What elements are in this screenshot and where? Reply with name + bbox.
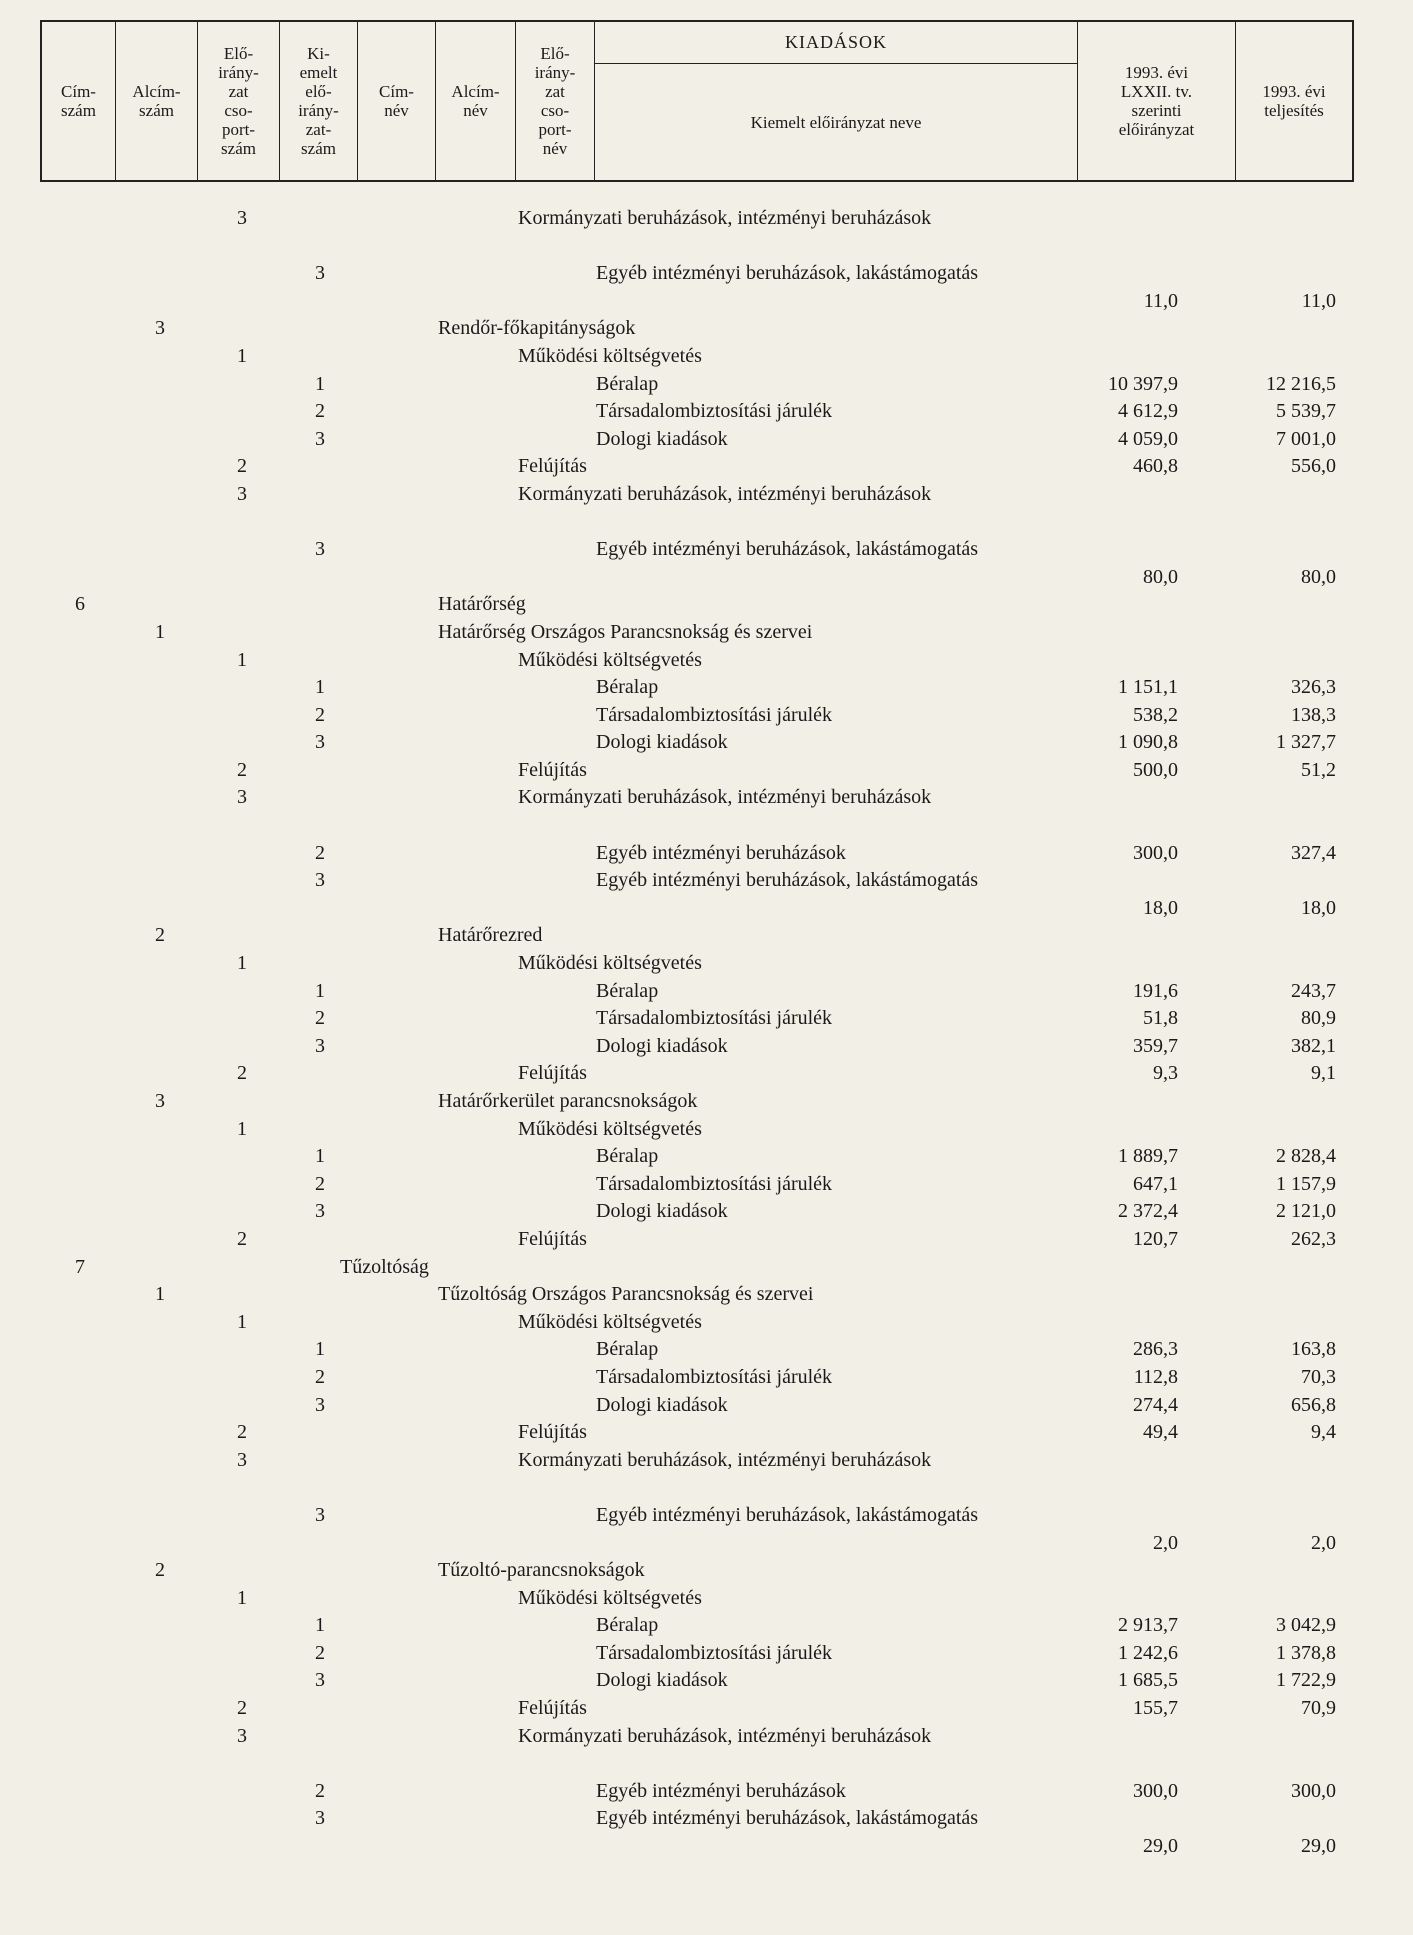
table-row (0, 1447, 1413, 1502)
row-name: Egyéb intézményi beruházások (596, 841, 846, 864)
row-number: 1 (237, 1117, 247, 1140)
row-number: 3 (237, 1724, 247, 1747)
row-number: 1 (315, 979, 325, 1002)
row-number: 1 (237, 344, 247, 367)
table-row (0, 536, 1413, 591)
row-name: Béralap (596, 979, 659, 1002)
row-number: 1 (315, 1614, 325, 1637)
row-number: 7 (75, 1255, 85, 1278)
row-name: Rendőr-főkapitányságok (438, 317, 636, 340)
row-eloiranyzat-value: 18,0 (1143, 896, 1178, 919)
header-cim-nev: Cím- név (358, 22, 436, 180)
row-eloiranyzat-value: 274,4 (1133, 1393, 1178, 1416)
row-name: Kormányzati beruházások, intézményi beruházások (518, 482, 932, 505)
row-teljesites-value: 3 042,9 (1276, 1614, 1336, 1637)
row-number: 2 (315, 1779, 325, 1802)
row-teljesites-value: 2 828,4 (1276, 1145, 1336, 1168)
row-number: 2 (315, 1365, 325, 1388)
header-kiemelt-eloiranyzat-neve: Kiemelt előirányzat neve (750, 113, 922, 132)
table-row (0, 398, 1413, 426)
row-number: 2 (315, 703, 325, 726)
row-name: Dologi kiadások (596, 1200, 728, 1223)
row-number: 3 (315, 731, 325, 754)
row-eloiranyzat-value: 120,7 (1133, 1227, 1178, 1250)
row-teljesites-value: 163,8 (1291, 1338, 1336, 1361)
table-row (0, 260, 1413, 315)
table-row (0, 1695, 1413, 1723)
row-eloiranyzat-value: 2,0 (1153, 1531, 1178, 1554)
row-number: 3 (315, 1503, 325, 1526)
row-eloiranyzat-value: 300,0 (1133, 1779, 1178, 1802)
row-teljesites-value: 1 157,9 (1276, 1172, 1336, 1195)
table-row (0, 702, 1413, 730)
row-name: Dologi kiadások (596, 731, 728, 754)
row-eloiranyzat-value: 80,0 (1143, 565, 1178, 588)
row-name: Társadalombiztosítási járulék (596, 1007, 833, 1030)
row-name: Béralap (596, 676, 659, 699)
row-teljesites-value: 1 378,8 (1276, 1641, 1336, 1664)
table-row (0, 950, 1413, 978)
row-name: Működési költségvetés (518, 1586, 702, 1609)
row-number: 2 (237, 1421, 247, 1444)
header-cim-szam: Cím- szám (42, 22, 116, 180)
header-teljesites-1993: 1993. évi teljesítés (1262, 82, 1326, 120)
row-teljesites-value: 70,3 (1301, 1365, 1336, 1388)
row-number: 1 (155, 1283, 165, 1306)
row-eloiranyzat-value: 647,1 (1133, 1172, 1178, 1195)
row-name: Felújítás (518, 1062, 587, 1085)
row-name: Dologi kiadások (596, 427, 728, 450)
row-number: 3 (315, 262, 325, 285)
row-teljesites-value: 262,3 (1291, 1227, 1336, 1250)
row-teljesites-value: 327,4 (1291, 841, 1336, 864)
row-number: 3 (315, 538, 325, 561)
row-name: Dologi kiadások (596, 1034, 728, 1057)
table-row (0, 1723, 1413, 1778)
table-row (0, 1116, 1413, 1144)
row-eloiranyzat-value: 460,8 (1133, 455, 1178, 478)
row-name: Tűzoltó-parancsnokságok (438, 1559, 645, 1582)
row-eloiranyzat-value: 155,7 (1133, 1697, 1178, 1720)
row-name: Felújítás (518, 1227, 587, 1250)
row-teljesites-value: 9,4 (1311, 1421, 1336, 1444)
row-teljesites-value: 243,7 (1291, 979, 1336, 1002)
row-teljesites-value: 29,0 (1301, 1835, 1336, 1858)
row-name: Tűzoltóság Országos Parancsnokság és szervei (438, 1283, 814, 1306)
table-row (0, 1336, 1413, 1364)
row-eloiranyzat-value: 1 889,7 (1118, 1145, 1178, 1168)
row-eloiranyzat-value: 2 913,7 (1118, 1614, 1178, 1637)
row-name: Működési költségvetés (518, 344, 702, 367)
row-number: 1 (237, 648, 247, 671)
row-eloiranyzat-value: 4 612,9 (1118, 400, 1178, 423)
row-name: Társadalombiztosítási járulék (596, 400, 833, 423)
row-eloiranyzat-value: 2 372,4 (1118, 1200, 1178, 1223)
table-row (0, 1392, 1413, 1420)
row-number: 1 (237, 1586, 247, 1609)
row-eloiranyzat-value: 286,3 (1133, 1338, 1178, 1361)
table-row (0, 1778, 1413, 1806)
table-row (0, 1143, 1413, 1171)
row-number: 2 (155, 1559, 165, 1582)
row-number: 1 (237, 952, 247, 975)
row-number: 3 (315, 1200, 325, 1223)
row-number: 3 (237, 786, 247, 809)
row-number: 3 (237, 482, 247, 505)
header-kiadasok: KIADÁSOK (595, 22, 1077, 64)
row-name: Tűzoltóság (340, 1255, 429, 1278)
row-number: 2 (237, 455, 247, 478)
table-row (0, 978, 1413, 1006)
table-row (0, 1667, 1413, 1695)
header-kiemelt-eloiranyzat-szam: Ki- emelt elő- irány- zat- szám (280, 22, 358, 180)
row-name: Egyéb intézményi beruházások, lakástámogatás (596, 262, 979, 285)
row-name: Kormányzati beruházások, intézményi beruházások (518, 207, 932, 229)
row-teljesites-value: 1 722,9 (1276, 1669, 1336, 1692)
row-number: 3 (315, 869, 325, 892)
table-row (0, 1005, 1413, 1033)
row-eloiranyzat-value: 538,2 (1133, 703, 1178, 726)
row-eloiranyzat-value: 11,0 (1143, 289, 1178, 312)
table-row (0, 426, 1413, 454)
header-eloiranyzat-csoport-szam: Elő- irány- zat cso- port- szám (198, 22, 280, 180)
table-row (0, 674, 1413, 702)
row-name: Társadalombiztosítási járulék (596, 1641, 833, 1664)
row-teljesites-value: 5 539,7 (1276, 400, 1336, 423)
row-teljesites-value: 2,0 (1311, 1531, 1336, 1554)
row-name: Társadalombiztosítási járulék (596, 1172, 833, 1195)
row-number: 2 (315, 1172, 325, 1195)
table-row (0, 1640, 1413, 1668)
row-name: Működési költségvetés (518, 1117, 702, 1140)
table-row (0, 1309, 1413, 1337)
table-row (0, 481, 1413, 536)
table-row (0, 1060, 1413, 1088)
row-number: 1 (237, 1310, 247, 1333)
table-row (0, 1033, 1413, 1061)
row-name: Felújítás (518, 758, 587, 781)
row-eloiranyzat-value: 1 090,8 (1118, 731, 1178, 754)
row-teljesites-value: 7 001,0 (1276, 427, 1336, 450)
header-alcim-szam: Alcím- szám (116, 22, 198, 180)
row-teljesites-value: 18,0 (1301, 896, 1336, 919)
row-teljesites-value: 656,8 (1291, 1393, 1336, 1416)
row-number: 1 (315, 676, 325, 699)
row-eloiranyzat-value: 49,4 (1143, 1421, 1178, 1444)
row-name: Béralap (596, 1614, 659, 1637)
row-teljesites-value: 2 121,0 (1276, 1200, 1336, 1223)
row-eloiranyzat-value: 51,8 (1143, 1007, 1178, 1030)
row-number: 6 (75, 593, 85, 616)
row-number: 3 (315, 1393, 325, 1416)
row-teljesites-value: 51,2 (1301, 758, 1336, 781)
table-row (0, 591, 1413, 619)
row-number: 3 (237, 1448, 247, 1471)
row-eloiranyzat-value: 1 151,1 (1118, 676, 1178, 699)
row-name: Társadalombiztosítási járulék (596, 703, 833, 726)
header-eloiranyzat-1993: 1993. évi LXXII. tv. szerinti előirányzat (1077, 22, 1236, 180)
table-row (0, 867, 1413, 922)
row-teljesites-value: 382,1 (1291, 1034, 1336, 1057)
row-name: Határőrség Országos Parancsnokság és szervei (438, 620, 813, 643)
table-row (0, 371, 1413, 399)
row-number: 3 (155, 1090, 165, 1112)
row-eloiranyzat-value: 300,0 (1133, 841, 1178, 864)
row-name: Béralap (596, 1338, 659, 1361)
row-name: Kormányzati beruházások, intézményi beruházások (518, 1724, 932, 1747)
table-row (0, 1805, 1413, 1860)
row-eloiranyzat-value: 1 685,5 (1118, 1669, 1178, 1692)
row-number: 3 (315, 1669, 325, 1692)
table-body (0, 205, 1413, 1861)
table-row (0, 1557, 1413, 1585)
table-row (0, 315, 1413, 343)
table-row (0, 840, 1413, 868)
row-name: Egyéb intézményi beruházások, lakástámogatás (596, 869, 979, 892)
row-teljesites-value: 11,0 (1301, 289, 1336, 312)
row-name: Kormányzati beruházások, intézményi beruházások (518, 1448, 932, 1471)
row-number: 2 (315, 400, 325, 423)
row-name: Béralap (596, 1145, 659, 1168)
table-row (0, 1612, 1413, 1640)
row-teljesites-value: 300,0 (1291, 1779, 1336, 1802)
table-row (0, 729, 1413, 757)
row-name: Egyéb intézményi beruházások, lakástámogatás (596, 538, 979, 561)
row-name: Működési költségvetés (518, 648, 702, 671)
row-teljesites-value: 12 216,5 (1266, 372, 1336, 395)
row-teljesites-value: 138,3 (1291, 703, 1336, 726)
table-row (0, 453, 1413, 481)
row-name: Felújítás (518, 455, 587, 478)
row-number: 3 (315, 427, 325, 450)
row-eloiranyzat-value: 4 059,0 (1118, 427, 1178, 450)
row-name: Felújítás (518, 1421, 587, 1444)
table-row (0, 1281, 1413, 1309)
row-teljesites-value: 80,0 (1301, 565, 1336, 588)
row-number: 3 (315, 1034, 325, 1057)
row-name: Működési költségvetés (518, 952, 702, 975)
row-eloiranyzat-value: 10 397,9 (1108, 372, 1178, 395)
table-row (0, 784, 1413, 839)
row-eloiranyzat-value: 359,7 (1133, 1034, 1178, 1057)
row-teljesites-value: 326,3 (1291, 676, 1336, 699)
row-name: Határőrség (438, 593, 526, 616)
row-name: Kormányzati beruházások, intézményi beruházások (518, 786, 932, 809)
row-name: Egyéb intézményi beruházások (596, 1779, 846, 1802)
table-row (0, 922, 1413, 950)
row-number: 1 (315, 372, 325, 395)
table-row (0, 1585, 1413, 1613)
row-name: Társadalombiztosítási járulék (596, 1365, 833, 1388)
row-name: Dologi kiadások (596, 1393, 728, 1416)
row-number: 2 (237, 758, 247, 781)
table-row (0, 619, 1413, 647)
row-name: Felújítás (518, 1697, 587, 1720)
row-name: Működési költségvetés (518, 1310, 702, 1333)
table-row (0, 1254, 1413, 1282)
table-row (0, 1198, 1413, 1226)
row-name: Határőrezred (438, 924, 543, 947)
row-number: 1 (315, 1145, 325, 1168)
row-number: 2 (155, 924, 165, 947)
row-number: 2 (237, 1697, 247, 1720)
row-number: 2 (315, 1641, 325, 1664)
table-row (0, 1364, 1413, 1392)
row-number: 3 (315, 1807, 325, 1830)
row-number: 2 (315, 1007, 325, 1030)
row-teljesites-value: 1 327,7 (1276, 731, 1336, 754)
row-eloiranyzat-value: 1 242,6 (1118, 1641, 1178, 1664)
row-teljesites-value: 556,0 (1291, 455, 1336, 478)
header-eloiranyzat-csoport-nev: Elő- irány- zat cso- port- név (516, 22, 595, 180)
row-eloiranyzat-value: 9,3 (1153, 1062, 1178, 1085)
row-number: 3 (237, 207, 247, 229)
row-teljesites-value: 9,1 (1311, 1062, 1336, 1085)
table-row (0, 647, 1413, 675)
table-row (0, 205, 1413, 260)
table-row (0, 1226, 1413, 1254)
row-name: Egyéb intézményi beruházások, lakástámogatás (596, 1807, 979, 1830)
row-number: 2 (315, 841, 325, 864)
row-eloiranyzat-value: 191,6 (1133, 979, 1178, 1002)
row-eloiranyzat-value: 29,0 (1143, 1835, 1178, 1858)
row-name: Béralap (596, 372, 659, 395)
row-teljesites-value: 80,9 (1301, 1007, 1336, 1030)
table-row (0, 343, 1413, 371)
row-eloiranyzat-value: 500,0 (1133, 758, 1178, 781)
table-row (0, 1171, 1413, 1199)
table-row (0, 1088, 1413, 1116)
table-row (0, 757, 1413, 785)
row-number: 1 (155, 620, 165, 643)
row-number: 2 (237, 1062, 247, 1085)
row-name: Határőrkerület parancsnokságok (438, 1090, 698, 1112)
header-alcim-nev: Alcím- név (436, 22, 516, 180)
row-teljesites-value: 70,9 (1301, 1697, 1336, 1720)
row-name: Egyéb intézményi beruházások, lakástámogatás (596, 1503, 979, 1526)
row-number: 1 (315, 1338, 325, 1361)
table-header (40, 20, 1354, 182)
row-number: 2 (237, 1227, 247, 1250)
row-number: 3 (155, 317, 165, 340)
row-eloiranyzat-value: 112,8 (1133, 1365, 1178, 1388)
table-row (0, 1502, 1413, 1557)
table-row (0, 1419, 1413, 1447)
row-name: Dologi kiadások (596, 1669, 728, 1692)
